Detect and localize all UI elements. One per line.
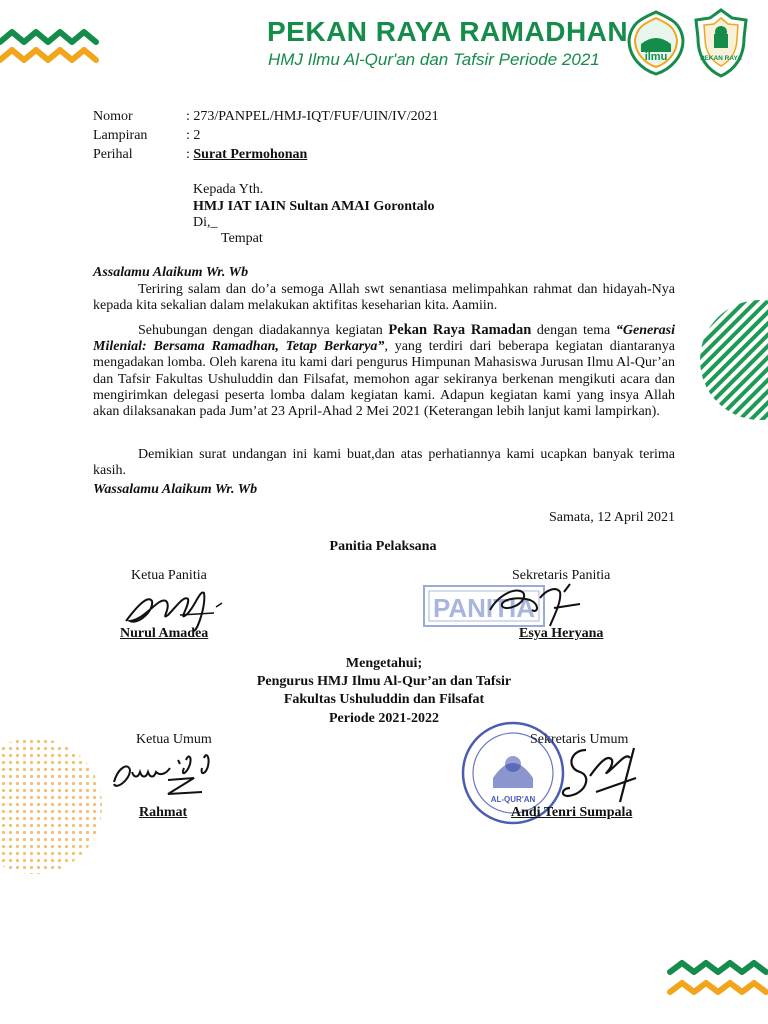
- event-name: Pekan Raya Ramadan: [388, 322, 532, 338]
- committee-title: Panitia Pelaksana: [329, 539, 437, 554]
- lampiran-label: Lampiran: [93, 128, 148, 143]
- perihal-label: Perihal: [93, 147, 133, 162]
- lampiran-value: : 2: [186, 128, 201, 143]
- signature-sekretaris-umum: [556, 742, 646, 812]
- perihal-colon: :: [186, 147, 194, 162]
- perihal-row: [186, 145, 307, 164]
- nomor-label: Nomor: [93, 109, 133, 124]
- paragraph-1: Teriring salam dan do’a semoga Allah swt senantiasa melimpahkan rahmat dan hidayah-Nya kepada kita sekalian dalam melakukan aktifitas keseharian kita. Aamiin.: [93, 282, 675, 314]
- paragraph-2-intro: Sehubungan dengan diadakannya kegiatan: [138, 323, 389, 338]
- pekan-raya-logo: [692, 8, 750, 78]
- signature-ketua-umum: [108, 748, 228, 804]
- ketua-umum-name: Rahmat: [139, 805, 188, 820]
- nomor-value: : 273/PANPEL/HMJ-IQT/FUF/UIN/IV/2021: [186, 109, 439, 124]
- recipient-name: HMJ IAT IAIN Sultan AMAI Gorontalo: [193, 199, 435, 214]
- round-stamp-text: AL-QUR'AN: [490, 795, 536, 804]
- recipient-place: Tempat: [221, 231, 263, 246]
- letter-date: Samata, 12 April 2021: [549, 510, 675, 525]
- greeting: Assalamu Alaikum Wr. Wb: [93, 265, 249, 280]
- striped-circle-decoration: [698, 300, 768, 420]
- acknowledged-line-1: Mengetahui;: [345, 656, 423, 671]
- paragraph-2: [93, 322, 675, 420]
- pekan-raya-logo-text: PEKAN RAYA: [700, 55, 742, 62]
- dotted-circle-decoration: [0, 738, 104, 878]
- acknowledged-line-2: Pengurus HMJ Ilmu Al-Qur’an dan Tafsir: [256, 674, 512, 689]
- paragraph-2-rest: , yang terdiri dari beberapa kegiatan diantaranya mengadakan lomba. Oleh karena itu kami dari pengurus Himpunan Mahasiswa Jurusan Ilmu Al-Qur’an dan Tafsir Fakultas Ushuluddin dan Filsafat, memohon agar sekiranya berkenan mengikuti acara dan mengirimkan delegasi peserta lomba dalam kegiatan kami. Adapun kegiatan kami yang insya Allah akan dilaksanakan pada Jum’at 23 April-Ahad 2 Mei 2021 (Keterangan lebih lanjut kami lampirkan).: [93, 339, 675, 420]
- paragraph-3: Demikian surat undangan ini kami buat,dan atas perhatiannya kami ucapkan banyak terima kasih.: [93, 447, 675, 479]
- acknowledged-line-4: Periode 2021-2022: [328, 711, 440, 726]
- hmj-logo: [625, 10, 687, 76]
- committee-stamp-text: PANITIA: [432, 593, 536, 623]
- sekretaris-umum-name: Andi Tenri Sumpala: [511, 805, 633, 820]
- ketua-panitia-role: Ketua Panitia: [131, 568, 207, 583]
- zigzag-bottom-right-decoration: [666, 958, 768, 1008]
- zigzag-top-left-decoration: [0, 20, 100, 70]
- header-subtitle: HMJ Ilmu Al-Qur'an dan Tafsir Periode 2021: [268, 50, 600, 69]
- ketua-umum-role: Ketua Umum: [136, 732, 212, 747]
- perihal-value: Surat Permohonan: [193, 147, 308, 162]
- recipient-line-3: Di,_: [193, 215, 218, 230]
- acknowledged-line-3: Fakultas Ushuluddin dan Filsafat: [283, 692, 485, 707]
- signature-sekretaris-panitia: [480, 580, 590, 630]
- event-theme: “Generasi Milenial: Bersama Ramadhan, Tetap Berkarya”: [93, 323, 675, 355]
- recipient-line-1: Kepada Yth.: [193, 182, 264, 197]
- closing: Wassalamu Alaikum Wr. Wb: [93, 482, 258, 497]
- ketua-panitia-name: Nurul Amadea: [120, 626, 209, 641]
- sekretaris-panitia-role: Sekretaris Panitia: [512, 568, 611, 583]
- sekretaris-umum-role: Sekretaris Umum: [530, 732, 629, 747]
- header-title: PEKAN RAYA RAMADHAN: [267, 16, 629, 47]
- sekretaris-panitia-name: Esya Heryana: [519, 626, 604, 641]
- paragraph-2-connector: dengan tema: [531, 323, 616, 338]
- hmj-logo-text: ilmu: [644, 51, 668, 63]
